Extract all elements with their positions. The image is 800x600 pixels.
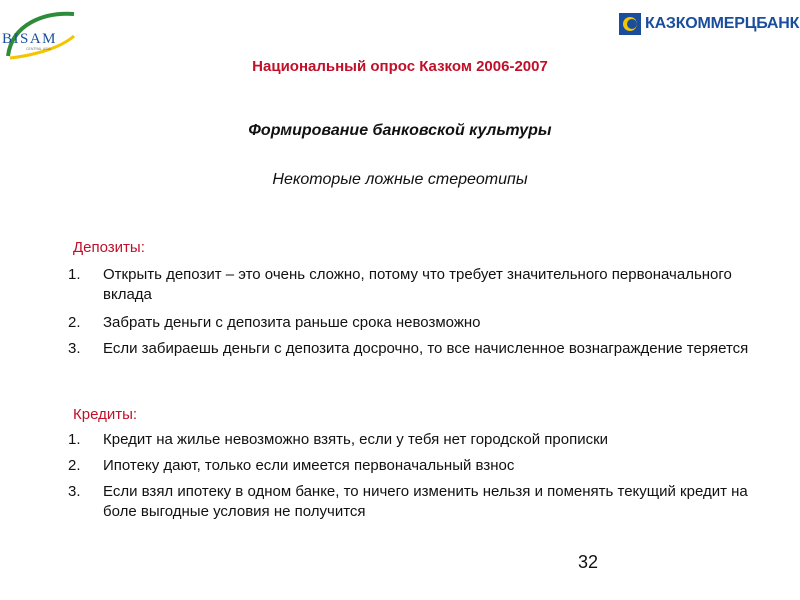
bisam-logo [0, 6, 78, 64]
credits-item-1 [68, 430, 758, 450]
item-number: 2. [68, 314, 81, 331]
slide-subheading: Некоторые ложные стереотипы [272, 171, 528, 188]
item-text: Ипотеку дают, только если имеется первоначальный взнос [103, 457, 515, 474]
page-number: 32 [578, 552, 599, 572]
item-number: 1. [68, 431, 81, 448]
kazkom-mark-icon [619, 13, 641, 35]
deposits-item-2 [68, 313, 758, 333]
bisam-logo-subtext: CENTRAL ASIA [26, 47, 51, 51]
credits-item-3 [68, 482, 758, 522]
deposits-item-3 [68, 339, 758, 359]
deposits-label: Депозиты: [73, 239, 145, 256]
credits-item-2 [68, 456, 758, 476]
kazkom-logo [619, 13, 799, 35]
kazkom-logo-text: КАЗКОММЕРЦБАНК [645, 15, 800, 32]
item-text: Забрать деньги с депозита раньше срока невозможно [103, 314, 481, 331]
bisam-logo-text: BISAM [2, 31, 58, 47]
item-text: Если взял ипотеку в одном банке, то ничего изменить нельзя и поменять текущий кредит на боле выгодные условия не получится [103, 483, 748, 520]
item-number: 3. [68, 483, 81, 500]
item-text: Если забираешь деньги с депозита досрочно, то все начисленное вознаграждение теряется [103, 340, 749, 357]
survey-title: Национальный опрос Казком 2006-2007 [252, 58, 548, 75]
slide-heading: Формирование банковской культуры [248, 122, 552, 139]
item-number: 1. [68, 266, 81, 283]
item-text: Кредит на жилье невозможно взять, если у тебя нет городской прописки [103, 431, 609, 448]
credits-label: Кредиты: [73, 406, 138, 423]
item-number: 2. [68, 457, 81, 474]
item-text: Открыть депозит – это очень сложно, потому что требует значительного первоначального вклада [103, 266, 732, 303]
item-number: 3. [68, 340, 81, 357]
deposits-item-1 [68, 265, 758, 305]
